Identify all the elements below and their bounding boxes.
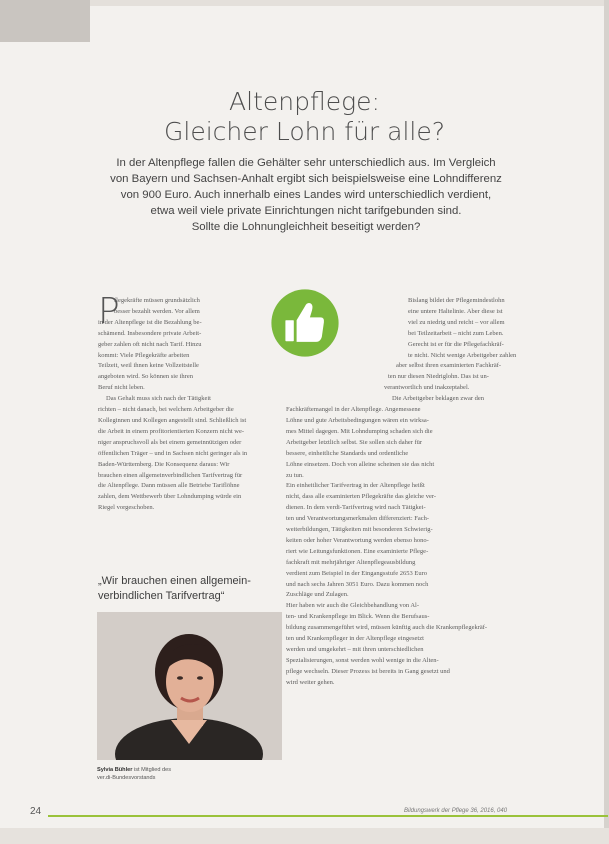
right-column-line: nicht, dass alle examinierten Pflegekräfte das gleiche ver- (286, 493, 437, 501)
intro-line: von Bayern und Sachsen-Anhalt ergibt sich beispielsweise eine Lohndifferenz (110, 173, 502, 185)
left-column-line: öffentlichen Träger – und in Sachsen nicht geringer als in (98, 449, 248, 457)
left-column-line: besser bezahlt werden. Vor allem (114, 307, 200, 315)
left-column-line: Teilzeit, weil ihnen keine Vollzeitstelle (98, 362, 199, 370)
right-column-line: pflege wechseln. Dieser Prozess ist bereits in Gang gesetzt und (286, 667, 450, 675)
corner-tab (0, 0, 90, 42)
caption-name: Sylvia Bühler (97, 767, 133, 773)
right-column-line: ten und Verantwortungsmerkmalen differenziert: Fach- (286, 515, 430, 523)
right-column-line: keiten oder hoher Verantwortung werden ebenso hono- (286, 536, 429, 544)
footer-text: Bildungswerk der Pflege 36, 2016, 040 (404, 808, 508, 814)
right-column-line: mes Mittel dagegen. Mit Lohndumping schaden sich die (286, 427, 433, 435)
left-column-line: geber zahlen oft nicht nach Tarif. Hinzu (98, 340, 202, 348)
left-column-line: die Arbeit in einem profitorientierten Konzern nicht we- (98, 427, 245, 435)
left-column-line: niger anspruchsvoll als bei einem gemeinnützigen oder (98, 438, 242, 446)
left-column-line: brauchen einen allgemeinverbindlichen Tarifvertrag für (98, 471, 243, 479)
article-title-line-2: Gleicher Lohn für alle? (164, 117, 445, 146)
right-column-line: eine untere Haltelinie. Aber diese ist (408, 307, 503, 315)
right-column-line: Gerecht ist er für die Pflegefachkräf- (408, 340, 504, 348)
intro-line: etwa weil viele private Einrichtungen nicht tarifgebunden sind. (150, 205, 462, 217)
article-title-line-1: Altenpflege: (229, 87, 380, 116)
right-column-line: verantwortlich und inakzeptabel. (384, 384, 470, 392)
right-column-line: Löhne einsetzen. Doch von alleine scheinen sie das nicht (286, 460, 435, 468)
right-column-line: Fachkräftemangel in der Altenpflege. Angemessene (286, 406, 421, 414)
page-number: 24 (30, 806, 42, 817)
page-edge (0, 0, 609, 6)
intro-line: von 900 Euro. Auch innerhalb eines Landes wird unterschiedlich verdient, (120, 189, 492, 201)
right-column-line: Bislang bildet der Pflegemindestlohn (408, 297, 505, 304)
left-column-line: angeboten wird. So können sie ihren (98, 373, 193, 381)
right-column-line: dienen. In dem verdi-Tarifvertrag wird nach Tätigkei- (286, 504, 426, 512)
left-column-line: schämend. Insbesondere private Arbeit- (98, 329, 202, 337)
left-column-line: in der Altenpflege ist die Bezahlung be- (98, 318, 202, 326)
thumbs-up-icon (270, 288, 340, 358)
left-column-line: Kolleginnen und Kollegen angestellt sind. Schließlich ist (98, 416, 247, 424)
right-column-line: ten und Krankenpfleger in der Altenpflege eingesetzt (286, 635, 424, 643)
right-column-line: zu tun. (286, 471, 304, 479)
right-column (286, 296, 520, 689)
right-column-line: Die Arbeitgeber beklagen zwar den (392, 395, 485, 403)
left-column-line: Baden-Württemberg. Die Konsequenz daraus: Wir (98, 460, 230, 468)
right-column-line: Arbeitgeber letztlich selbst. Sie sollen sich daher für (286, 438, 423, 446)
right-column-line: Zuschläge und Zulagen. (286, 591, 349, 599)
right-column-line: und nach sechs Jahren 3051 Euro. Dazu kommen noch (286, 580, 429, 588)
left-column-line: die Altenpflege. Dann müssen alle Betriebe Tariflöhne (98, 482, 240, 490)
right-column-line: verdient zum Beispiel in der Eingangsstufe 2653 Euro (286, 569, 427, 577)
right-column-line: Löhne und gute Arbeitsbedingungen wären ein wirksa- (286, 416, 429, 424)
right-column-line: fachkraft mit mehrjähriger Altenpflegeausbildung (286, 558, 416, 566)
left-column-line: richten – nicht danach, bei welchem Arbeitgeber die (98, 406, 234, 414)
caption-text: ist Mitglied des (132, 767, 172, 773)
right-column-line: ten- und Krankenpflege im Blick. Wenn die Berufsaus- (286, 613, 430, 621)
article-intro (102, 155, 510, 235)
left-column-line: Das Gehalt muss sich nach der Tätigkeit (106, 395, 211, 403)
drop-cap: P (98, 291, 120, 332)
left-column-line: Beruf nicht leben. (98, 384, 145, 392)
right-column-line: te nicht. Nicht wenige Arbeitgeber zahlen (408, 351, 517, 359)
pull-quote-line: verbindlichen Tarifvertrag“ (98, 589, 225, 602)
right-column-line: Ein einheitlicher Tarifvertrag in der Altenpflege heißt (286, 482, 425, 490)
right-column-line: ten nur diesen Niedriglohn. Das ist un- (388, 373, 489, 381)
right-column-line: Spezialisierungen, sonst werden wohl wenige in die Alten- (286, 656, 439, 664)
right-column-line: bessere, einheitliche Standards und ordentliche (286, 449, 409, 457)
right-column-line: bildung zusammengeführt wird, müssen künftig auch die Krankenpflegekräf- (286, 624, 488, 632)
author-portrait (97, 612, 282, 760)
right-column-line: wird weiter gehen. (286, 678, 335, 686)
right-column-line: werden und umgekehrt – mit ihren unterschiedlichen (286, 646, 424, 653)
right-column-line: aber selbst ihren examinierten Fachkräf- (396, 362, 502, 370)
left-column-line: Riegel vorgeschoben. (98, 504, 155, 512)
pull-quote (98, 574, 288, 603)
intro-line: In der Altenpflege fallen die Gehälter sehr unterschiedlich aus. Im Vergleich (116, 157, 496, 169)
right-column-line: weiterbildungen, Tätigkeiten mit besonderen Schwierig- (286, 526, 433, 534)
caption-text: ver.di-Bundesvorstands (97, 775, 156, 781)
left-column-line: kommt: Viele Pflegekräfte arbeiten (98, 351, 190, 359)
left-column (98, 291, 266, 514)
page-edge-bottom (0, 828, 609, 844)
pull-quote-line: „Wir brauchen einen allgemein- (98, 575, 251, 587)
portrait-caption (97, 766, 277, 782)
intro-line: Sollte die Lohnungleichheit beseitigt werden? (191, 221, 421, 233)
right-column-line: viel zu niedrig und reicht – vor allem (408, 318, 505, 326)
right-column-line: riert wie Leitungsfunktionen. Eine examinierte Pflege- (286, 547, 429, 555)
footer-rule (48, 815, 608, 817)
right-column-line: Hier haben wir auch die Gleichbehandlung von Al- (286, 602, 420, 610)
left-column-line: zahlen, dem Wettbewerb über Lohndumping würde ein (98, 493, 242, 501)
left-column-line: flegekräfte müssen grundsätzlich (114, 297, 200, 304)
right-column-line: bei Teilzeitarbeit – nicht zum Leben. (408, 329, 504, 337)
